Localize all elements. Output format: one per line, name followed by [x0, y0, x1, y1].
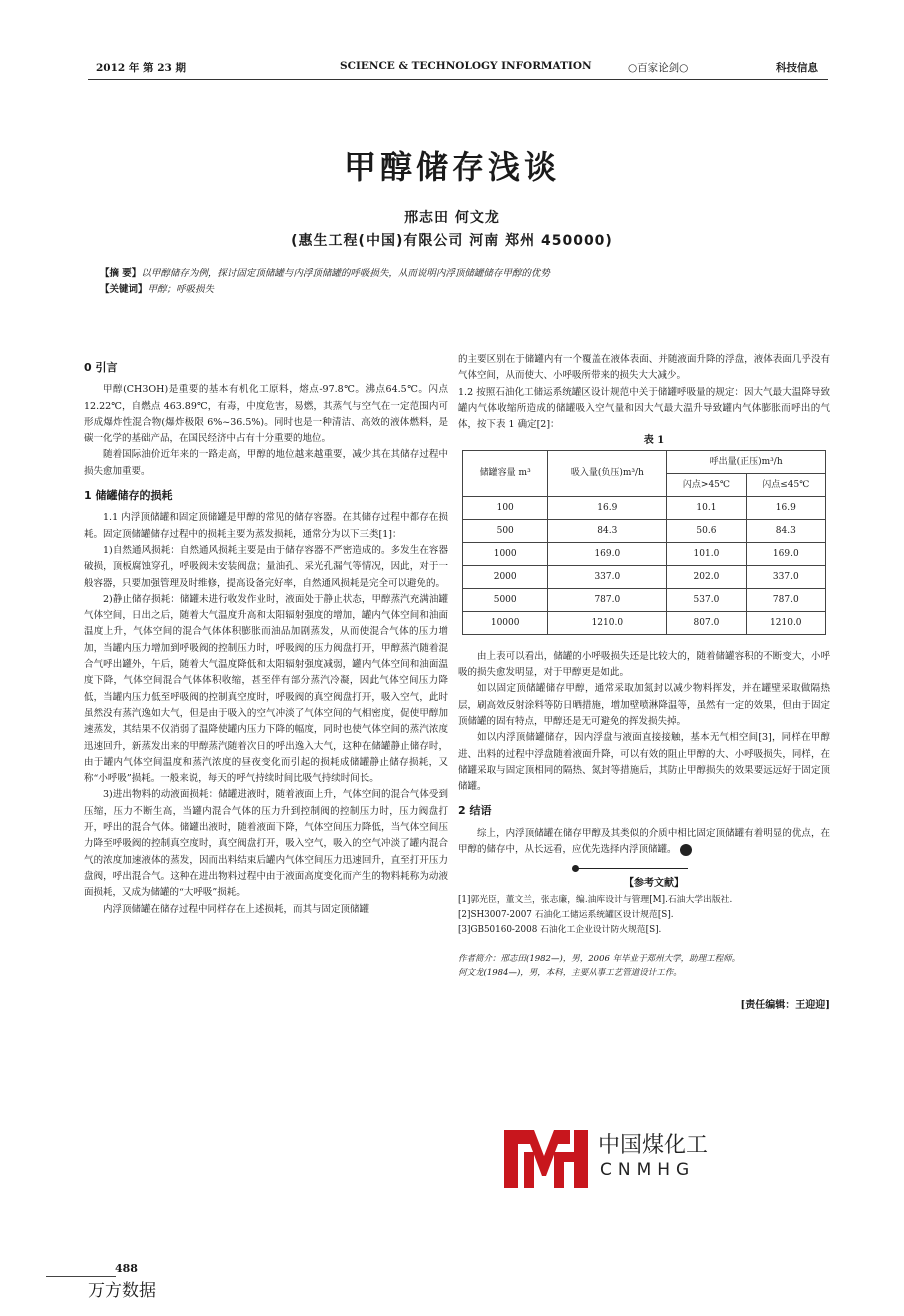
table-cell: 101.0 [667, 542, 746, 565]
table-cell: 10000 [463, 611, 548, 634]
table-cell: 50.6 [667, 519, 746, 542]
table-cell: 84.3 [746, 519, 825, 542]
abstract-label: 【摘 要】 [100, 268, 142, 279]
table-cell: 1000 [463, 542, 548, 565]
table-cell: 84.3 [548, 519, 667, 542]
header-rule [88, 79, 828, 80]
header-issue: 2012 年 第 23 期 [96, 62, 186, 74]
table-cell: 169.0 [548, 542, 667, 565]
table-header-flash-high: 闪点>45℃ [667, 473, 746, 496]
paragraph: 的主要区别在于储罐内有一个覆盖在液体表面、并随液面升降的浮盘，液体表面几乎没有气体空间，从而使大、小呼吸所带来的损失大大减少。 [458, 354, 830, 382]
author-bio: 作者简介：邢志田(1982—)，男，2006 年毕业于郑州大学，助理工程师。 [458, 953, 741, 964]
paragraph: 如以内浮顶储罐储存，因内浮盘与液面直接接触，基本无气相空间[3]，同样在甲醇进、出料的过程中浮盘随着液面升降，可以有效的阻止甲醇的大、小呼吸损失，同样，在储罐采取与固定顶相同的隔热、氮封等措施后，其防止甲醇损失的效果要远远好于固定顶储罐。 [458, 732, 830, 793]
table-cell: 10.1 [667, 496, 746, 519]
section-1-heading: 1 储罐储存的损耗 [84, 489, 173, 503]
abstract-text: 以甲醇储存为例，探讨固定顶储罐与内浮顶储罐的呼吸损失，从而说明内浮顶储罐储存甲醇的优势 [141, 268, 550, 279]
page-number: 488 [115, 1262, 138, 1275]
reference-item: [3]GB50160-2008 石油化工企业设计防火规范[S]. [458, 924, 662, 935]
table-row [463, 519, 826, 542]
header-journal: SCIENCE & TECHNOLOGY INFORMATION [340, 60, 592, 72]
table-cell: 169.0 [746, 542, 825, 565]
paragraph: 甲醇(CH3OH)是重要的基本有机化工原料，熔点-97.8℃。沸点64.5℃。闪点 12.22℃，自燃点 463.89℃，有毒，中度危害，易燃，其蒸气与空气在一定范围内可形成爆炸性混合物(爆炸极限 6%~36.5%)。同时也是一种清洁、高效的液体燃料，是碳一化学的基础产品，在国民经济中占有十分重要的地位。 [84, 384, 448, 445]
references-title: 【参考文献】 [624, 878, 684, 890]
table-header-flash-low: 闪点≤45℃ [746, 473, 825, 496]
section-2-heading: 2 结语 [458, 804, 492, 818]
cnmhg-logo-icon [500, 1126, 594, 1192]
table-cell: 16.9 [548, 496, 667, 519]
keywords [100, 282, 812, 297]
end-mark-icon [680, 844, 692, 856]
table-row [463, 542, 826, 565]
table-cell: 537.0 [667, 588, 746, 611]
table-cell: 787.0 [548, 588, 667, 611]
paragraph: 3)进出物料的动液面损耗：储罐进液时，随着液面上升，气体空间的混合气体受到压缩，压力不断生高，当罐内混合气体的压力升到控制阀的控制压力时，压力阀盘打开，呼出的混合气体。储罐出液时，随着液面下降，气体空间压力降低，当气体空间压力降至呼吸阀的控制真空度时，真空阀盘打开，吸入空气，吸入的空气冲淡了罐内混合气的浓度加速液体的蒸发，因而出料结束后罐内气体空间压力迅速回升，直至打开压力盘阀，呼出混合气。这种在进出物料过程中由于液面高度变化而产生的物料耗称为动液面损耗，又成为储罐的“大呼吸”损耗。 [84, 789, 448, 899]
keywords-text: 甲醇；呼吸损失 [147, 284, 215, 295]
table-cell: 807.0 [667, 611, 746, 634]
paragraph: 内浮顶储罐在储存过程中同样存在上述损耗，而其与固定顶储罐 [103, 903, 370, 915]
watermark-text: 万方数据 [88, 1281, 156, 1301]
paragraph: 2)静止储存损耗：储罐未进行收发作业时，液面处于静止状态，甲醇蒸汽充满油罐气体空间，日出之后，随着大气温度升高和太阳辐射强度的增加，罐内气体空间和油面温度上升，气体空间的混合气体体积膨胀而油品加剧蒸发，从而使混合气体的压力增加，当罐内压力增加到呼吸阀的控制压力时，呼吸阀的压力阀盘打开，甲醇蒸汽随着混合气呼出罐外，午后，随着大气温度降低和太阳辐射强度减弱，罐内气体空间和油面温度下降，气体空间混合气体体积收缩，甚至伴有部分蒸汽冷凝，因此气体空间压力降低，当罐内压力低至呼吸阀的控制真空度时，呼吸阀的真空阀盘打开，吸入空气，此时虽然没有蒸汽逸如大气，但是由于吸入的空气冲淡了气体空间的气相密度，促使甲醇加速蒸发，其结果不仅消弱了温降使罐内压力下降的幅度，同时也使气体空间的蒸汽浓度迅速回升，新蒸发出来的甲醇蒸汽随着次日的呼出逸入大气，这种在储罐静止储存时，由于罐内气体空间温度和蒸汽浓度的昼夜变化而引起的损耗成储罐静止储存损耗，又称“小呼吸”损耗。一般来说，每天的呼气持续时间比吸气持续时间长。 [84, 593, 448, 785]
paragraph: 1)自然通风损耗：自然通风损耗主要是由于储存容器不严密造成的。多发生在容器破损，顶板腐蚀穿孔，呼吸阀未安装阀盘；量油孔、采光孔漏气等情况，因此，对于一般容器，只要加强管理及时维修，提高设备完好率，自然通风损耗是完全可以避免的。 [84, 544, 448, 589]
table-cell: 1210.0 [548, 611, 667, 634]
editor-credit: [责任编辑：王迎迎] [740, 999, 830, 1011]
table-cell: 2000 [463, 565, 548, 588]
table-header-capacity: 储罐容量 m³ [463, 450, 548, 496]
table-header-intake: 吸入量(负压)m³/h [548, 450, 667, 496]
header-column: ○百家论剑○ [628, 62, 689, 74]
table-cell: 787.0 [746, 588, 825, 611]
reference-item: [2]SH3007-2007 石油化工储运系统罐区设计规范[S]. [458, 909, 674, 920]
paragraph: 如以固定顶储罐储存甲醇，通常采取加氮封以减少物料挥发，并在罐壁采取做隔热层，刷高效反射涂料等防日晒措施，增加壁喷淋降温等，虽然有一定的效果，但由于固定顶储罐的固有特点，甲醇还是无可避免的挥发损失掉。 [458, 683, 830, 727]
reference-item: [1]郭光臣，董文兰，张志廉，编.油库设计与管理[M].石油大学出版社. [458, 894, 733, 905]
table-cell: 500 [463, 519, 548, 542]
table-cell: 1210.0 [746, 611, 825, 634]
table-cell: 337.0 [746, 565, 825, 588]
table-row [463, 496, 826, 519]
paragraph: 由上表可以看出，储罐的小呼吸损失还是比较大的，随着储罐容积的不断变大，小呼吸的损失愈发明显，对于甲醇更是如此。 [458, 650, 830, 679]
table-cell: 16.9 [746, 496, 825, 519]
article-title: 甲醇储存浅谈 [343, 148, 560, 186]
table-header-exhaust: 呼出量(正压)m³/h [667, 450, 826, 473]
left-column [84, 352, 448, 918]
table-row [463, 588, 826, 611]
abstract [100, 266, 812, 281]
table-row [463, 611, 826, 634]
paragraph [458, 826, 830, 859]
section-0-heading: 0 引言 [84, 361, 118, 374]
table-row [463, 565, 826, 588]
paragraph: 1.1 内浮顶储罐和固定顶储罐是甲醇的常见的储存容器。在其储存过程中都存在损耗。固定顶储罐储存过程中的损耗主要为蒸发损耗，通常分为以下三类[1]： [84, 512, 448, 540]
article-affiliation: (惠生工程(中国)有限公司 河南 郑州 450000) [291, 233, 613, 249]
logo-text-cn: 中国煤化工 [598, 1133, 709, 1158]
paragraph: 1.2 按照石油化工储运系统罐区设计规范中关于储罐呼吸量的规定：因大气最大温降导致罐内气体收缩所造成的储罐吸入空气量和因大气最大温升导致罐内气体膨胀而呼出的气体，按下表 1 确定[2]： [458, 386, 830, 431]
table-cell: 5000 [463, 588, 548, 611]
header-brand: 科技信息 [776, 62, 818, 74]
right-column [458, 352, 830, 1014]
logo-text-en: CNMHG [600, 1160, 696, 1180]
table-cell: 100 [463, 496, 548, 519]
paragraph: 随着国际油价近年来的一路走高，甲醇的地位越来越重要，减少其在其储存过程中损失愈加重要。 [84, 449, 448, 477]
author-bio: 何文龙(1984—)，男，本科，主要从事工艺管道设计工作。 [458, 967, 682, 978]
table-cell: 202.0 [667, 565, 746, 588]
keywords-label: 【关键词】 [100, 284, 148, 295]
article-authors: 邢志田 何文龙 [404, 210, 500, 226]
table-cell: 337.0 [548, 565, 667, 588]
table-caption: 表 1 [643, 435, 665, 447]
data-table [462, 450, 826, 635]
conclusion-text: 综上，内浮顶储罐在储存甲醇及其类似的介质中相比固定顶储罐有着明显的优点，在甲醇的储存中，从长远看，应优先选择内浮顶储罐。 [458, 827, 830, 856]
separator [458, 864, 830, 874]
